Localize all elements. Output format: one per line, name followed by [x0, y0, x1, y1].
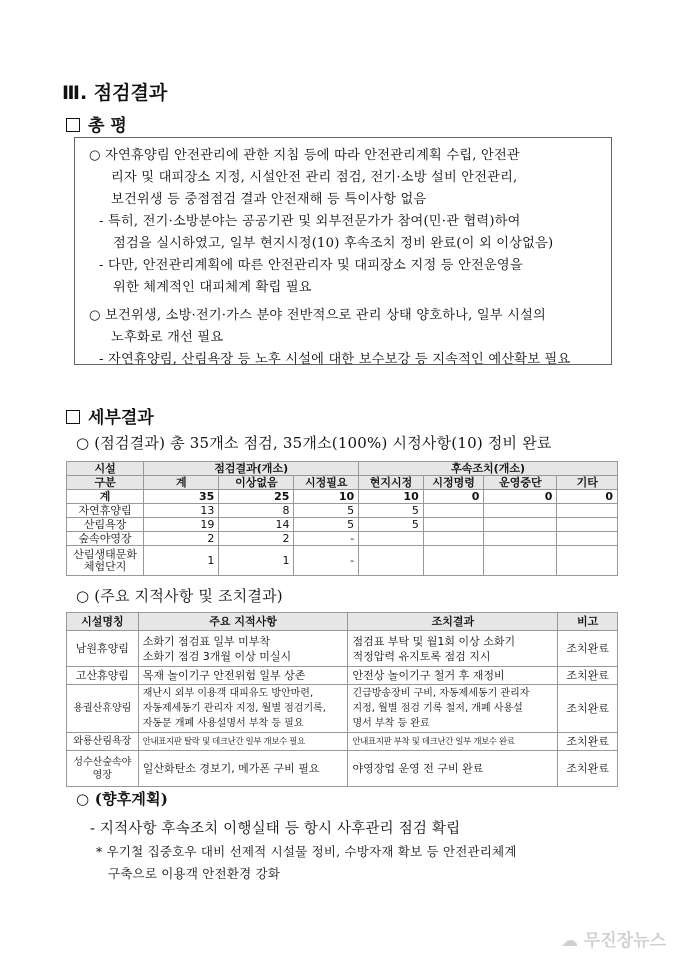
header-cell: 시설명칭 [67, 613, 139, 631]
subheader: 이상없음 [219, 476, 294, 490]
table-row [67, 667, 618, 685]
table-row [67, 733, 618, 751]
cell: 5 [294, 518, 359, 532]
issue-action-table [66, 612, 618, 787]
table-row [67, 532, 618, 546]
header-inspect: 점검결과(개소) [144, 462, 359, 476]
facility-name: 고산휴양림 [67, 667, 139, 685]
plan-note: * 우기철 집중호우 대비 선제적 시설물 정비, 수방자재 확보 등 안전관리체계 [96, 844, 517, 859]
summary-line: - 자연휴양림, 산림욕장 등 노후 시설에 대한 보수보강 등 지속적인 예산확보 필요 [99, 352, 571, 367]
summary-title-text: 총 평 [88, 116, 127, 136]
table-row [67, 751, 618, 787]
cell: 0 [423, 490, 484, 504]
facility-name: 용궐산휴양림 [67, 685, 139, 733]
cell [557, 532, 618, 546]
issue-cell: 재난시 외부 이용객 대피유도 방안마련, 자동제세동기 관리자 지정, 월별 점검기록, 자동문 개폐 사용설명서 부착 등 필요 [138, 685, 348, 733]
table-row [67, 490, 618, 504]
subheader: 기타 [557, 476, 618, 490]
header-facility: 시설 [67, 462, 144, 476]
action-cell: 긴급방송장비 구비, 자동제세동기 관리자 지정, 월별 점검 기록 철저, 개폐 사용설 명서 부착 등 완료 [348, 685, 558, 733]
action-cell: 안전상 놀이기구 철거 후 재정비 [348, 667, 558, 685]
plan-line: - 지적사항 후속조치 이행실태 등 항시 사후관리 점검 확립 [90, 821, 461, 837]
row-name: 숲속야영장 [67, 532, 144, 546]
row-name: 산림생태문화체험단지 [67, 546, 144, 576]
summary-box [74, 137, 612, 365]
subheader: 시정필요 [294, 476, 359, 490]
header-cell: 조치결과 [348, 613, 558, 631]
cell [423, 546, 484, 576]
inspection-result-table [66, 461, 618, 576]
facility-name: 남원휴양림 [67, 631, 139, 667]
note-cell: 조치완료 [558, 685, 618, 733]
detail-title [66, 403, 154, 428]
checkbox-square-icon [66, 118, 80, 132]
facility-name: 성수산숲속야영장 [67, 751, 139, 787]
summary-line: ○ 보건위생, 소방·전기·가스 분야 전반적으로 관리 상태 양호하나, 일부 시설의 [89, 308, 546, 323]
cell [557, 504, 618, 518]
cell: 2 [219, 532, 294, 546]
cell: 5 [359, 504, 424, 518]
cell [484, 518, 557, 532]
table-row [67, 518, 618, 532]
cell: 10 [294, 490, 359, 504]
action-cell: 안내표지판 부착 및 데크난간 일부 개보수 완료 [348, 733, 558, 751]
header-cell: 주요 지적사항 [138, 613, 348, 631]
note-cell: 조치완료 [558, 733, 618, 751]
action-cell: 점검표 부탁 및 월1회 이상 소화기 적정압력 유지토록 점검 지시 [348, 631, 558, 667]
summary-line: 점검을 실시하였고, 일부 현지시정(10) 후속조치 정비 완료(이 외 이상없음) [113, 236, 554, 251]
cell: 5 [294, 504, 359, 518]
cell: - [294, 546, 359, 576]
summary-title [66, 111, 127, 136]
issue-cell: 일산화탄소 경보기, 메가폰 구비 필요 [138, 751, 348, 787]
note-cell: 조치완료 [558, 631, 618, 667]
cell: - [294, 532, 359, 546]
subheader: 계 [144, 476, 219, 490]
cell: 25 [219, 490, 294, 504]
section-heading: Ⅲ. 점검결과 [62, 82, 168, 104]
header-follow: 후속조치(개소) [359, 462, 618, 476]
subheader: 시정명령 [423, 476, 484, 490]
cell [484, 504, 557, 518]
action-cell: 야영장업 운영 전 구비 완료 [348, 751, 558, 787]
subheader: 운영중단 [484, 476, 557, 490]
table-row [67, 546, 618, 576]
issue-cell: 소화기 점검표 일부 미부착 소화기 점검 3개월 이상 미실시 [138, 631, 348, 667]
cell: 19 [144, 518, 219, 532]
facility-name: 와룡산림욕장 [67, 733, 139, 751]
cell [484, 532, 557, 546]
watermark-text: 무진장뉴스 [583, 931, 666, 951]
row-name: 산림욕장 [67, 518, 144, 532]
summary-line: 리자 및 대피장소 지정, 시설안전 관리 점검, 전기·소방 설비 안전관리, [111, 170, 518, 185]
table-row [67, 504, 618, 518]
cell [423, 504, 484, 518]
cell [423, 518, 484, 532]
row-name: 계 [67, 490, 144, 504]
result-summary-line: ○ (점검결과) 총 35개소 점검, 35개소(100%) 시정사항(10) 정비 완료 [76, 434, 552, 452]
cell: 0 [557, 490, 618, 504]
table-row [67, 631, 618, 667]
cell: 8 [219, 504, 294, 518]
summary-line: 위한 체계적인 대피체계 확립 필요 [113, 280, 312, 295]
summary-line: - 특히, 전기·소방분야는 공공기관 및 외부전문가가 참여(민·관 협력)하여 [99, 214, 521, 229]
cell: 10 [359, 490, 424, 504]
summary-line: 보건위생 등 중점점검 결과 안전재해 등 특이사항 없음 [111, 192, 427, 207]
cell: 5 [359, 518, 424, 532]
note-cell: 조치완료 [558, 751, 618, 787]
summary-line: ○ 자연휴양림 안전관리에 관한 지침 등에 따라 안전관리계획 수립, 안전관 [89, 148, 520, 163]
note-cell: 조치완료 [558, 667, 618, 685]
watermark-logo-icon: ☁ [560, 931, 578, 951]
cell [423, 532, 484, 546]
issue-cell: 안내표지판 탈락 및 데크난간 일부 개보수 필요 [138, 733, 348, 751]
cell [557, 518, 618, 532]
cell [484, 546, 557, 576]
major-issues-title: ○ (주요 지적사항 및 조치결과) [76, 587, 283, 605]
header-cell: 비고 [558, 613, 618, 631]
row-name: 자연휴양림 [67, 504, 144, 518]
header-category: 구분 [67, 476, 144, 490]
summary-line: 노후화로 개선 필요 [111, 330, 224, 345]
cell [359, 532, 424, 546]
detail-title-text: 세부결과 [88, 408, 154, 428]
summary-line: - 다만, 안전관리계획에 따른 안전관리자 및 대피장소 지정 등 안전운영을 [99, 258, 523, 273]
plan-title: ○ (향후계획) [76, 790, 169, 808]
cell: 13 [144, 504, 219, 518]
cell: 1 [219, 546, 294, 576]
cell: 14 [219, 518, 294, 532]
subheader: 현지시정 [359, 476, 424, 490]
plan-note: 구축으로 이용객 안전환경 강화 [108, 866, 281, 881]
cell: 0 [484, 490, 557, 504]
issue-cell: 목재 놀이기구 안전위험 일부 상존 [138, 667, 348, 685]
cell: 1 [144, 546, 219, 576]
cell [359, 546, 424, 576]
cell: 2 [144, 532, 219, 546]
cell: 35 [144, 490, 219, 504]
table-row [67, 685, 618, 733]
watermark [561, 926, 666, 951]
cell [557, 546, 618, 576]
checkbox-square-icon [66, 410, 80, 424]
